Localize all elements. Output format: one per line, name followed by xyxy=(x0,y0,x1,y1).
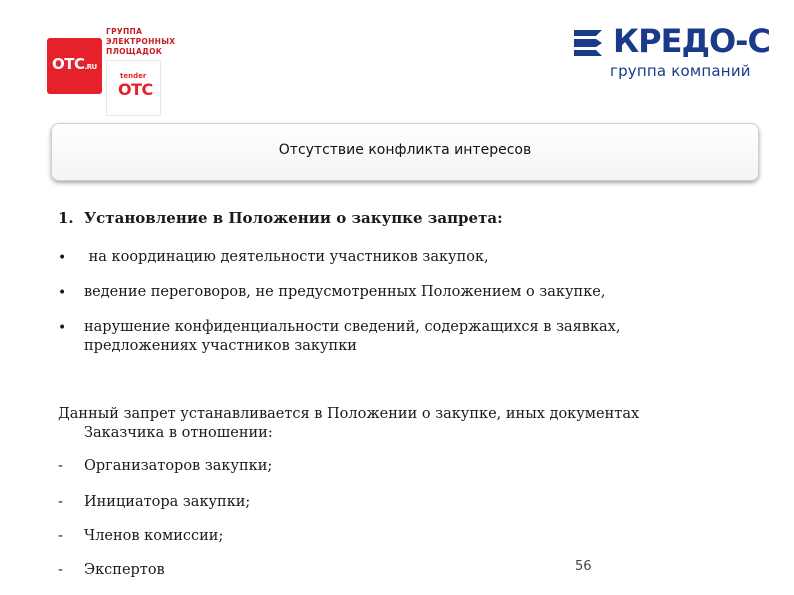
page-number: 56 xyxy=(575,559,592,574)
bullet-item: ведение переговоров, не предусмотренных Положением о закупке, xyxy=(84,284,606,300)
kredo-logo-subtitle: группа компаний xyxy=(610,62,751,80)
dash-symbol: - xyxy=(58,494,63,510)
bullet-symbol: • xyxy=(58,250,67,266)
dash-symbol: - xyxy=(58,528,63,544)
group-label-line: ПЛОЩАДОК xyxy=(106,47,163,56)
otc-logo-word: OTC xyxy=(52,55,85,73)
dash-item: Экспертов xyxy=(84,562,165,578)
bullet-item: нарушение конфиденциальности сведений, содержащихся в заявках, предложениях участников закупки xyxy=(84,319,621,354)
kredo-logo-name: КРЕДО-С xyxy=(613,22,770,60)
dash-item: Инициатора закупки; xyxy=(84,494,251,510)
section-number: 1. xyxy=(58,209,74,227)
section-heading xyxy=(58,209,503,227)
paragraph-line: Данный запрет устанавливается в Положении о закупке, иных документах xyxy=(58,406,640,422)
group-label-line: ГРУППА xyxy=(106,27,143,36)
bullet-symbol: • xyxy=(58,320,67,336)
section-heading-text: Установление в Положении о закупке запрета: xyxy=(84,209,503,227)
dash-item: Организаторов закупки; xyxy=(84,458,273,474)
paragraph xyxy=(58,405,738,443)
kredo-logo xyxy=(570,24,780,80)
dash-symbol: - xyxy=(58,458,63,474)
otc-logo-suffix: .RU xyxy=(84,63,97,71)
group-label xyxy=(106,27,186,57)
paragraph-line: Заказчика в отношении: xyxy=(84,425,273,441)
title-banner xyxy=(51,123,759,181)
otc-ru-logo xyxy=(47,38,102,94)
bullet-symbol: • xyxy=(58,285,67,301)
kredo-emblem-icon xyxy=(572,26,612,60)
slide-title: Отсутствие конфликта интересов xyxy=(278,142,532,158)
group-label-line: ЭЛЕКТРОННЫХ xyxy=(106,37,176,46)
tender-logo-small: tender xyxy=(120,72,147,80)
dash-symbol: - xyxy=(58,562,63,578)
bullet-item: на координацию деятельности участников закупок, xyxy=(84,249,489,265)
dash-item: Членов комиссии; xyxy=(84,528,224,544)
tender-otc-logo xyxy=(106,60,161,116)
tender-logo-big: OTC xyxy=(118,80,153,99)
